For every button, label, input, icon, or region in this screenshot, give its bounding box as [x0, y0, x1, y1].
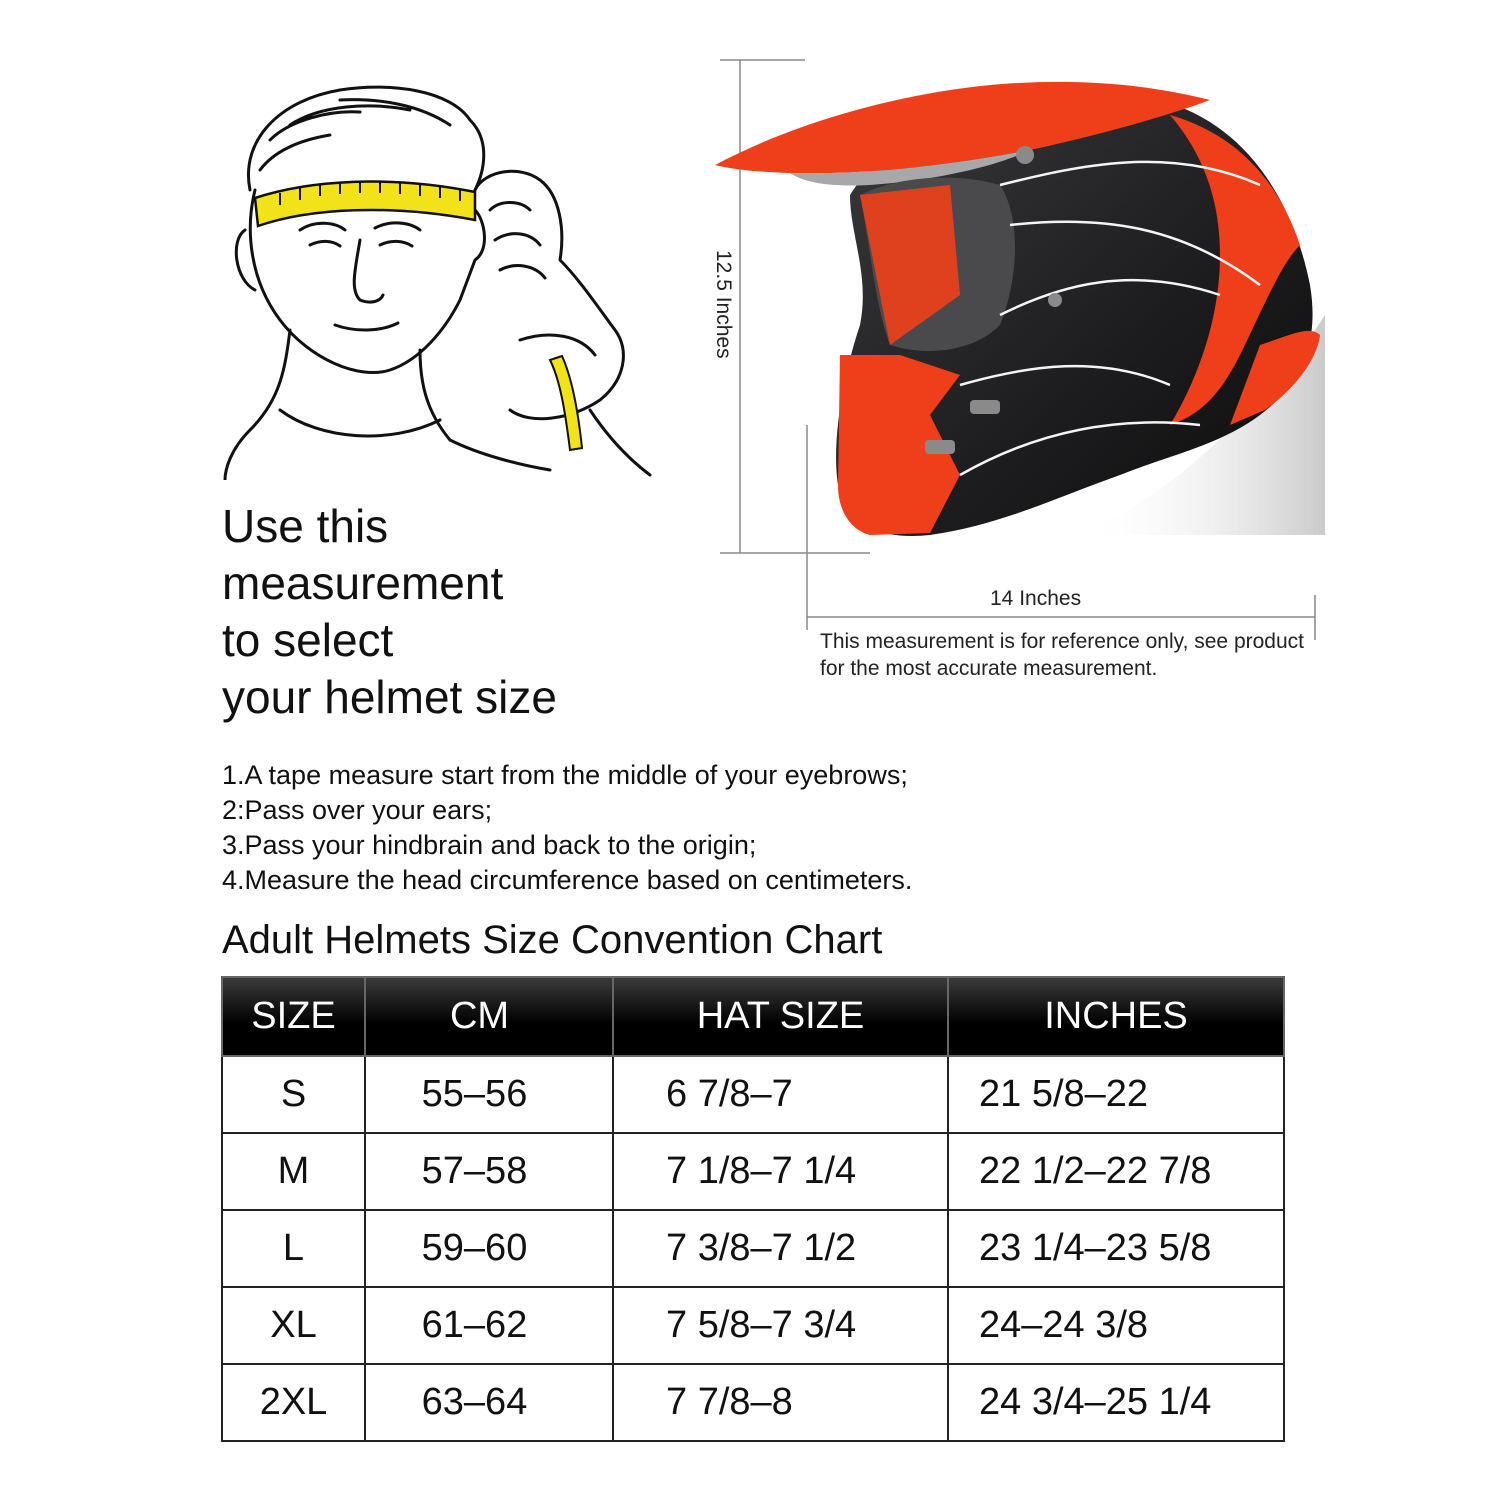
- cell-hat-size: 7 1/8–7 1/4: [613, 1133, 948, 1210]
- caption-line: measurement: [222, 557, 504, 609]
- caption-line: to select: [222, 614, 394, 666]
- cell-cm: 61–62: [365, 1287, 613, 1364]
- cell-hat-size: 7 3/8–7 1/2: [613, 1210, 948, 1287]
- cell-size: L: [222, 1210, 365, 1287]
- helmet-height-label: 12.5 Inches: [712, 250, 735, 359]
- cell-cm: 63–64: [365, 1364, 613, 1441]
- table-row: [222, 1364, 1284, 1441]
- cell-hat-size: 7 5/8–7 3/4: [613, 1287, 948, 1364]
- cell-inches: 22 1/2–22 7/8: [948, 1133, 1284, 1210]
- caption-line: your helmet size: [222, 671, 557, 723]
- cell-cm: 55–56: [365, 1056, 613, 1133]
- header-cm: CM: [365, 977, 613, 1056]
- size-chart-title: Adult Helmets Size Convention Chart: [222, 918, 883, 962]
- cell-inches: 23 1/4–23 5/8: [948, 1210, 1284, 1287]
- cell-size: XL: [222, 1287, 365, 1364]
- cell-size: M: [222, 1133, 365, 1210]
- cell-inches: 24–24 3/8: [948, 1287, 1284, 1364]
- table-row: [222, 1056, 1284, 1133]
- measurement-caption: [222, 498, 702, 726]
- step-item: 2:Pass over your ears;: [222, 795, 493, 825]
- caption-line: Use this: [222, 500, 389, 552]
- reference-note: This measurement is for reference only, see product for the most accurate measurement.: [820, 630, 1304, 680]
- cell-inches: 21 5/8–22: [948, 1056, 1284, 1133]
- helmet-image: [700, 55, 1340, 655]
- header-hat-size: HAT SIZE: [613, 977, 948, 1056]
- step-item: 1.A tape measure start from the middle of your eyebrows;: [222, 760, 908, 790]
- cell-hat-size: 7 7/8–8: [613, 1364, 948, 1441]
- table-row: [222, 1287, 1284, 1364]
- table-row: [222, 1133, 1284, 1210]
- step-item: 3.Pass your hindbrain and back to the origin;: [222, 830, 757, 860]
- helmet-width-label: 14 Inches: [990, 587, 1082, 610]
- measuring-steps: [222, 758, 912, 898]
- cell-cm: 59–60: [365, 1210, 613, 1287]
- header-inches: INCHES: [948, 977, 1284, 1056]
- cell-hat-size: 6 7/8–7: [613, 1056, 948, 1133]
- table-row: [222, 1210, 1284, 1287]
- size-chart-table: [221, 976, 1285, 1442]
- step-item: 4.Measure the head circumference based on centimeters.: [222, 865, 913, 895]
- cell-size: 2XL: [222, 1364, 365, 1441]
- cell-inches: 24 3/4–25 1/4: [948, 1364, 1284, 1441]
- cell-cm: 57–58: [365, 1133, 613, 1210]
- table-header-row: [222, 977, 1284, 1056]
- header-size: SIZE: [222, 977, 365, 1056]
- head-measuring-illustration: [220, 80, 690, 480]
- cell-size: S: [222, 1056, 365, 1133]
